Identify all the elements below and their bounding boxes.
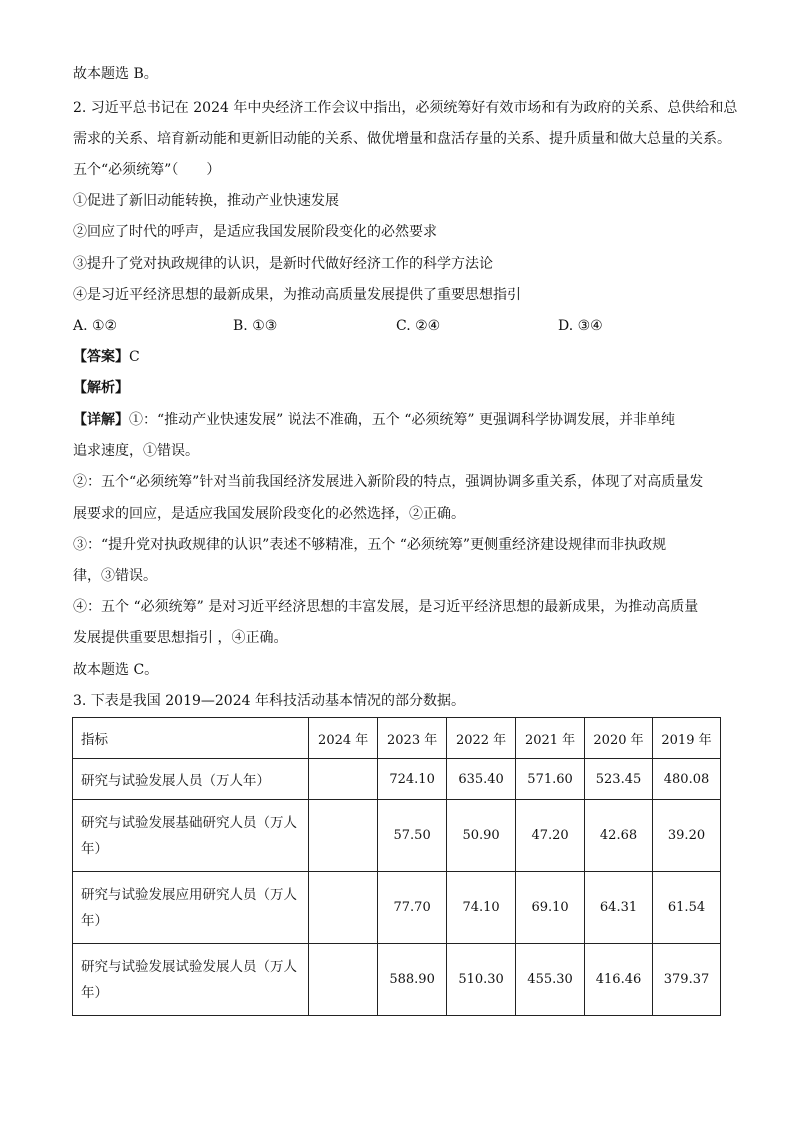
table-cell: 571.60 [516,759,585,800]
question-2-stem-line-3: 五个“必须统筹”（ ） [73,162,221,178]
table-cell: 47.20 [516,800,585,872]
detail-conclusion: 故本题选 C。 [73,662,159,678]
table-cell: 724.10 [378,759,447,800]
table-cell-indicator: 研究与试验发展试验发展人员（万人年） [73,944,309,1016]
detail-paragraph-1 [73,410,675,430]
detail-p3-line-1: ③：“提升党对执政规律的认识”表述不够精准，五个 “必须统筹”更侧重经济建设规律而非执政规 [73,537,667,553]
table-cell-indicator: 研究与试验发展基础研究人员（万人年） [73,800,309,872]
table-cell: 57.50 [378,800,447,872]
table-header-cell: 2020 年 [585,718,653,759]
question-2-stem-line-1: 2. 习近平总书记在 2024 年中央经济工作会议中指出，必须统筹好有效市场和有为政府的关系、总供给和总 [73,100,738,116]
table-row [73,800,721,872]
table-cell: 416.46 [585,944,653,1016]
table-cell [309,800,378,872]
table-header-cell: 2023 年 [378,718,447,759]
statement-4: ④是习近平经济思想的最新成果，为推动高质量发展提供了重要思想指引 [73,287,521,303]
detail-label: 【详解】 [73,412,129,428]
detail-p3-line-2: 律，③错误。 [73,568,157,584]
analysis-label: 【解析】 [73,380,129,396]
table-cell: 588.90 [378,944,447,1016]
option-d: D. ③④ [558,318,603,334]
question-3-intro: 3. 下表是我国 2019—2024 年科技活动基本情况的部分数据。 [73,693,465,709]
table-cell: 64.31 [585,872,653,944]
detail-p1-line-1: ①：“推动产业快速发展” 说法不准确，五个 “必须统筹” 更强调科学协调发展，并非单纯 [129,412,675,428]
answer-value: C [129,349,140,365]
question-2-stem-line-2: 需求的关系、培育新动能和更新旧动能的关系、做优增量和盘活存量的关系、提升质量和做大总量的关系。 [73,131,731,147]
data-table [72,717,721,1016]
table-row [73,944,721,1016]
detail-p2-line-2: 展要求的回应，是适应我国发展阶段变化的必然选择，②正确。 [73,506,465,522]
table-cell-indicator: 研究与试验发展人员（万人年） [73,759,309,800]
table-cell: 74.10 [447,872,516,944]
option-b: B. ①③ [233,318,278,334]
table-cell: 455.30 [516,944,585,1016]
table-row [73,872,721,944]
detail-p2-line-1: ②：五个“必须统筹”针对当前我国经济发展进入新阶段的特点，强调协调多重关系，体现了对高质量发 [73,474,704,490]
table-header-cell: 2024 年 [309,718,378,759]
table-row [73,759,721,800]
table-cell: 523.45 [585,759,653,800]
table-cell: 61.54 [653,872,721,944]
table-cell: 39.20 [653,800,721,872]
table-cell [309,759,378,800]
statement-2: ②回应了时代的呼声，是适应我国发展阶段变化的必然要求 [73,224,437,240]
table-cell: 379.37 [653,944,721,1016]
table-header-row [73,718,721,759]
table-cell-indicator: 研究与试验发展应用研究人员（万人年） [73,872,309,944]
answer-label: 【答案】 [73,349,129,365]
table-cell: 480.08 [653,759,721,800]
option-c: C. ②④ [396,318,441,334]
detail-p1-line-2: 追求速度，①错误。 [73,443,199,459]
table-cell: 69.10 [516,872,585,944]
table-cell: 510.30 [447,944,516,1016]
table-cell: 50.90 [447,800,516,872]
detail-p4-line-2: 发展提供重要思想指引 ，④正确。 [73,630,288,646]
statement-3: ③提升了党对执政规律的认识，是新时代做好经济工作的科学方法论 [73,256,493,272]
table-cell: 42.68 [585,800,653,872]
table-header-cell: 2019 年 [653,718,721,759]
table-header-cell: 指标 [73,718,309,759]
table-cell: 635.40 [447,759,516,800]
table-header-cell: 2022 年 [447,718,516,759]
detail-p4-line-1: ④：五个 “必须统筹” 是对习近平经济思想的丰富发展，是习近平经济思想的最新成果，为推动高质量 [73,599,699,615]
table-header-cell: 2021 年 [516,718,585,759]
statement-1: ①促进了新旧动能转换，推动产业快速发展 [73,193,339,209]
option-a: A. ①② [73,318,118,334]
table-cell [309,872,378,944]
table-cell [309,944,378,1016]
answer-line [73,347,140,367]
prev-answer-conclusion: 故本题选 B。 [73,66,158,82]
table-cell: 77.70 [378,872,447,944]
